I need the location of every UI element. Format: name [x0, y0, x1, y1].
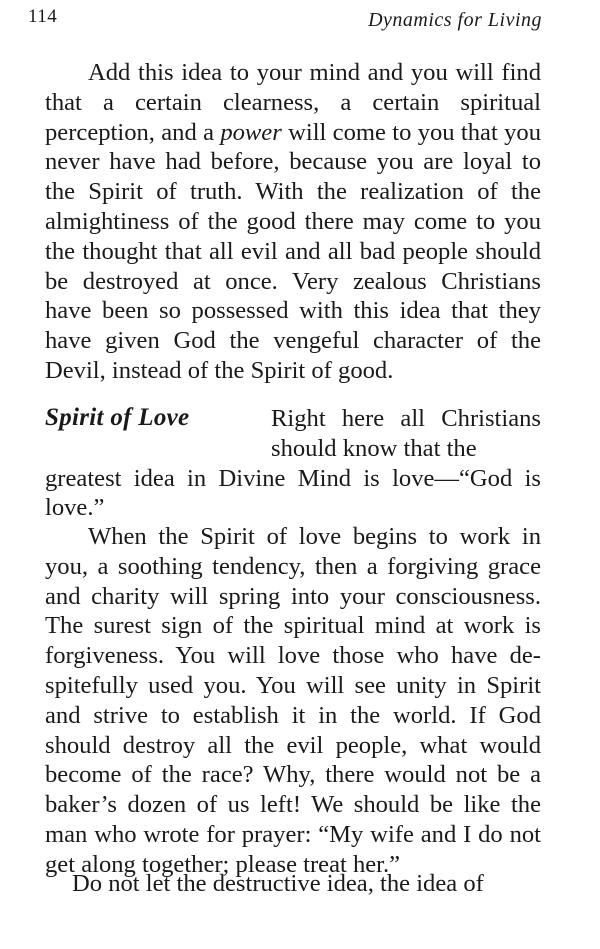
paragraph-1-emphasis: power: [220, 118, 282, 146]
paragraph-1: [45, 58, 541, 386]
paragraph-1-text-b: will come to you that you never have had before, because you are loyal to the Spirit of truth. With the realization of the almightiness of the good there may come to you the thought that all evil and all bad people should be destroyed at once. Very zealous Christians have been so possessed with this idea that they have given God the vengeful character of the Devil, instead of the Spirit of good.: [45, 118, 541, 384]
paragraph-1-text-a: Add this idea to your mind and you will find that a certain clearness, a certain spiritual perception, and a: [45, 59, 541, 146]
paragraph-2-lead: Right here all Christians should know that the: [271, 405, 541, 462]
running-head: Dynamics for Living: [368, 9, 542, 31]
paragraph-4: Do not let the destructive idea, the idea of: [72, 870, 484, 897]
paragraph-2-rest: greatest idea in Divine Mind is love—“God is love.”: [45, 464, 541, 522]
paragraph-3: When the Spirit of love begins to work in you, a soothing tendency, then a forgiving grace and charity will spring into your consciousness. The surest sign of the spiritual mind at work is forgiveness. You will love those who have despitefully used you. You will see unity in Spirit and strive to establish it in the world. If God should destroy all the evil people, what would become of the race? Why, there would not be a baker’s dozen of us left! We should be like the man who wrote for prayer: “My wife and I do not get along together; please treat her.”: [45, 523, 541, 878]
paragraph-2: [45, 404, 541, 523]
section-heading: Spirit of Love: [45, 404, 190, 431]
page-number: 114: [28, 6, 58, 27]
